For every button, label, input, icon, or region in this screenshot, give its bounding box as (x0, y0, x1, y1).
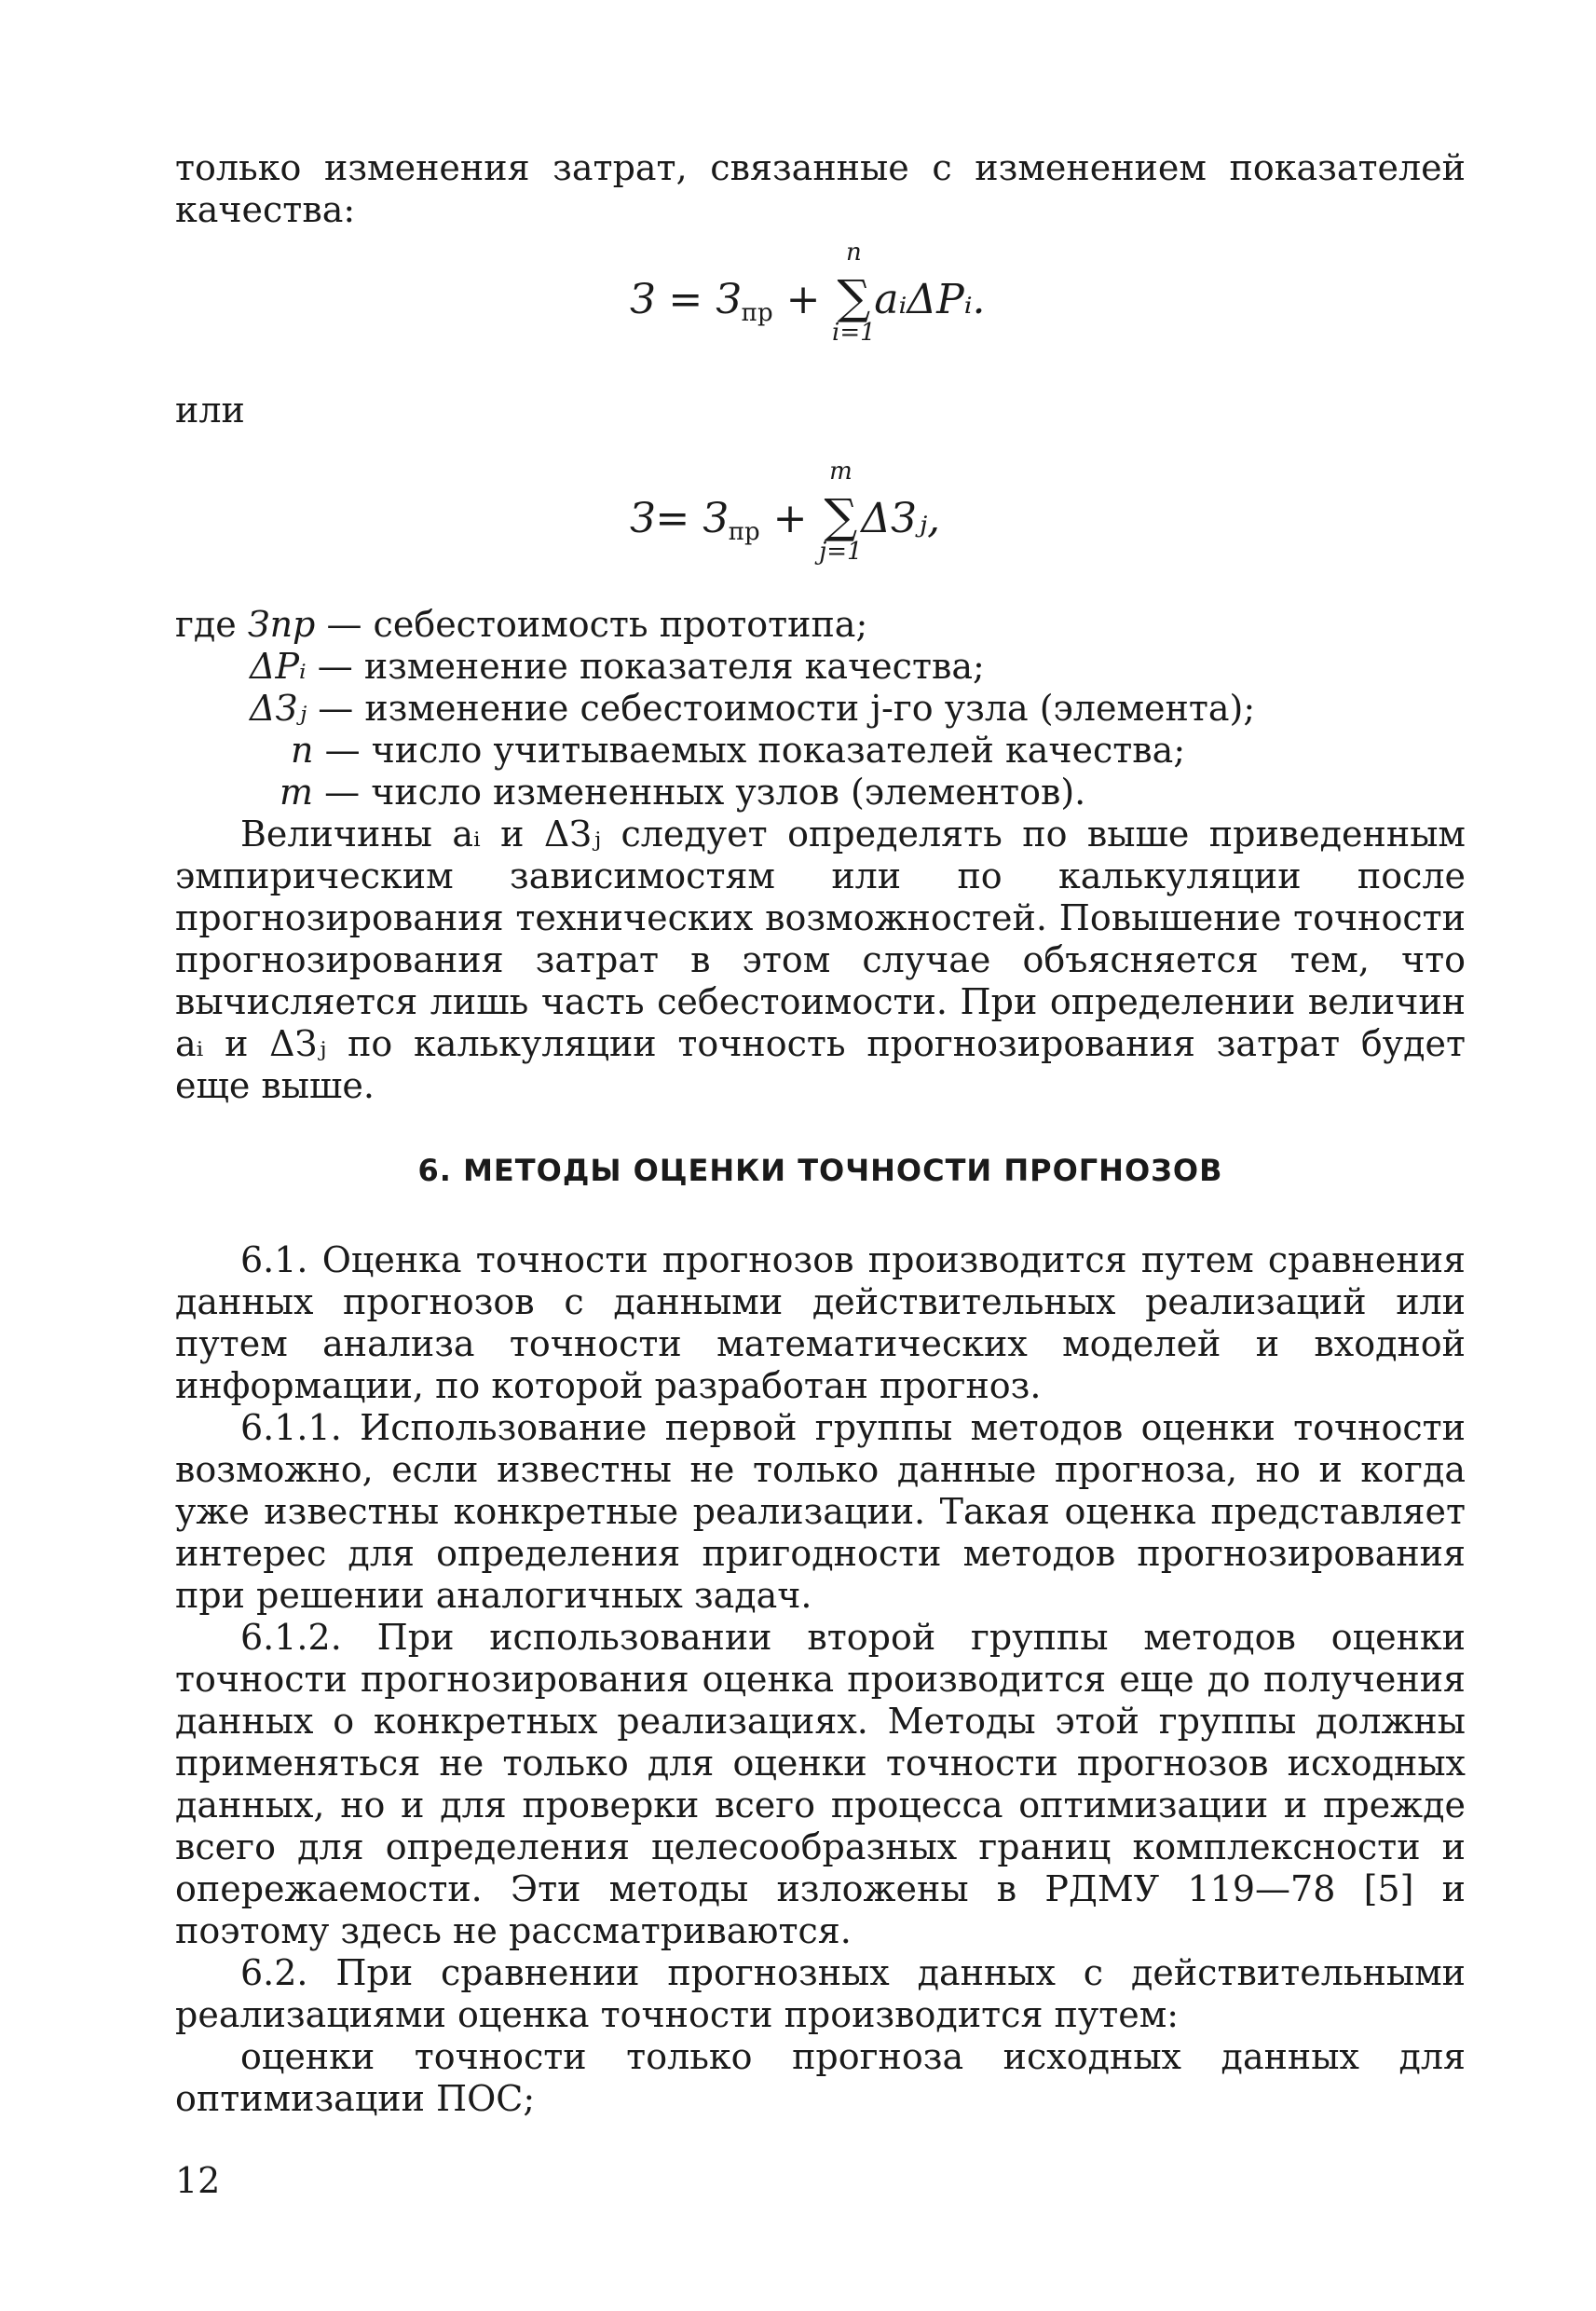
paragraph-6-1-1: 6.1.1. Использование первой группы методов оценки точности возможно, если известны не только данные прогноза, но и когда уже известны конкретные реализации. Такая оценка представляет интерес для определения пригодности методов прогнозирования при решении аналогичных задач. (175, 1407, 1466, 1616)
formula1-lhs: З = З (630, 276, 742, 323)
formula1-lower-limit: i=1 (832, 319, 876, 347)
sum-symbol-icon: ∑ n i=1 (832, 239, 876, 347)
formula2-lower-limit: j=1 (819, 538, 863, 566)
legend-symbol: ΔPᵢ (250, 646, 307, 687)
legend-row (175, 604, 867, 645)
paragraph-last: оценки точности только прогноза исходных данных для оптимизации ПОС; (175, 2036, 1466, 2119)
formula1-upper-limit: n (846, 239, 862, 267)
legend-text: — число измененных узлов (элементов). (324, 772, 1086, 813)
legend-prefix: где (175, 604, 237, 645)
paragraph-6-2: 6.2. При сравнении прогнозных данных с действительными реализациями оценка точности производится путем: (175, 1952, 1466, 2035)
formula2-lhs: З= З (630, 495, 729, 542)
formula2-plus: + (772, 495, 808, 542)
formula-cost-by-quality (630, 239, 986, 347)
or-word: или (175, 390, 245, 431)
legend-text: — изменение показателя качества; (317, 646, 985, 687)
paragraph-values: Величины aᵢ и ΔЗⱼ следует определять по выше приведенным эмпирическим зависимостям или по калькуляции после прогнозирования технических возможностей. Повышение точности прогнозирования затрат в этом случае объясняется тем, что вычисляется лишь часть себестоимости. При определении величин aᵢ и ΔЗⱼ по калькуляции точность прогнозирования затрат будет еще выше. (175, 814, 1466, 1106)
paragraph-6-1: 6.1. Оценка точности прогнозов производится путем сравнения данных прогнозов с данными действительных реализаций или путем анализа точности математических моделей и входной информации, по которой разработан прогноз. (175, 1239, 1466, 1406)
legend-row (250, 688, 1255, 729)
intro-paragraph: только изменения затрат, связанные с изменением показателей качества: (175, 147, 1466, 230)
legend-text: — число учитываемых показателей качества; (324, 730, 1186, 771)
legend-row (280, 772, 1085, 813)
formula1-lhs-sub: пр (741, 299, 773, 327)
legend-row (250, 646, 985, 687)
page-number: 12 (175, 2160, 221, 2201)
legend-symbol: Зпр (247, 604, 316, 645)
formula-cost-by-nodes (630, 458, 941, 566)
formula1-term: aᵢΔPᵢ. (874, 276, 986, 323)
legend-symbol: m (280, 772, 314, 813)
formula2-lhs-sub: пр (728, 518, 760, 546)
legend-symbol: ΔЗⱼ (250, 688, 307, 729)
formula1-plus: + (785, 276, 821, 323)
legend-symbol: n (291, 730, 314, 771)
formula2-term: ΔЗⱼ, (861, 495, 941, 542)
section-heading: 6. МЕТОДЫ ОЦЕНКИ ТОЧНОСТИ ПРОГНОЗОВ (417, 1153, 1223, 1188)
legend-text: — себестоимость прототипа; (326, 604, 868, 645)
paragraph-6-1-2: 6.1.2. При использовании второй группы методов оценки точности прогнозирования оценка производится еще до получения данных о конкретных реализациях. Методы этой группы должны применяться не только для оценки точности прогнозов исходных данных, но и для проверки всего процесса оптимизации и прежде всего для определения целесообразных границ комплексности и опережаемости. Эти методы изложены в РДМУ 119—78 [5] и поэтому здесь не рассматриваются. (175, 1617, 1466, 1951)
sum-symbol-icon: ∑ m j=1 (819, 458, 863, 566)
legend-row (291, 730, 1185, 771)
legend-text: — изменение себестоимости j-го узла (элемента); (318, 688, 1256, 729)
formula2-upper-limit: m (829, 458, 853, 485)
